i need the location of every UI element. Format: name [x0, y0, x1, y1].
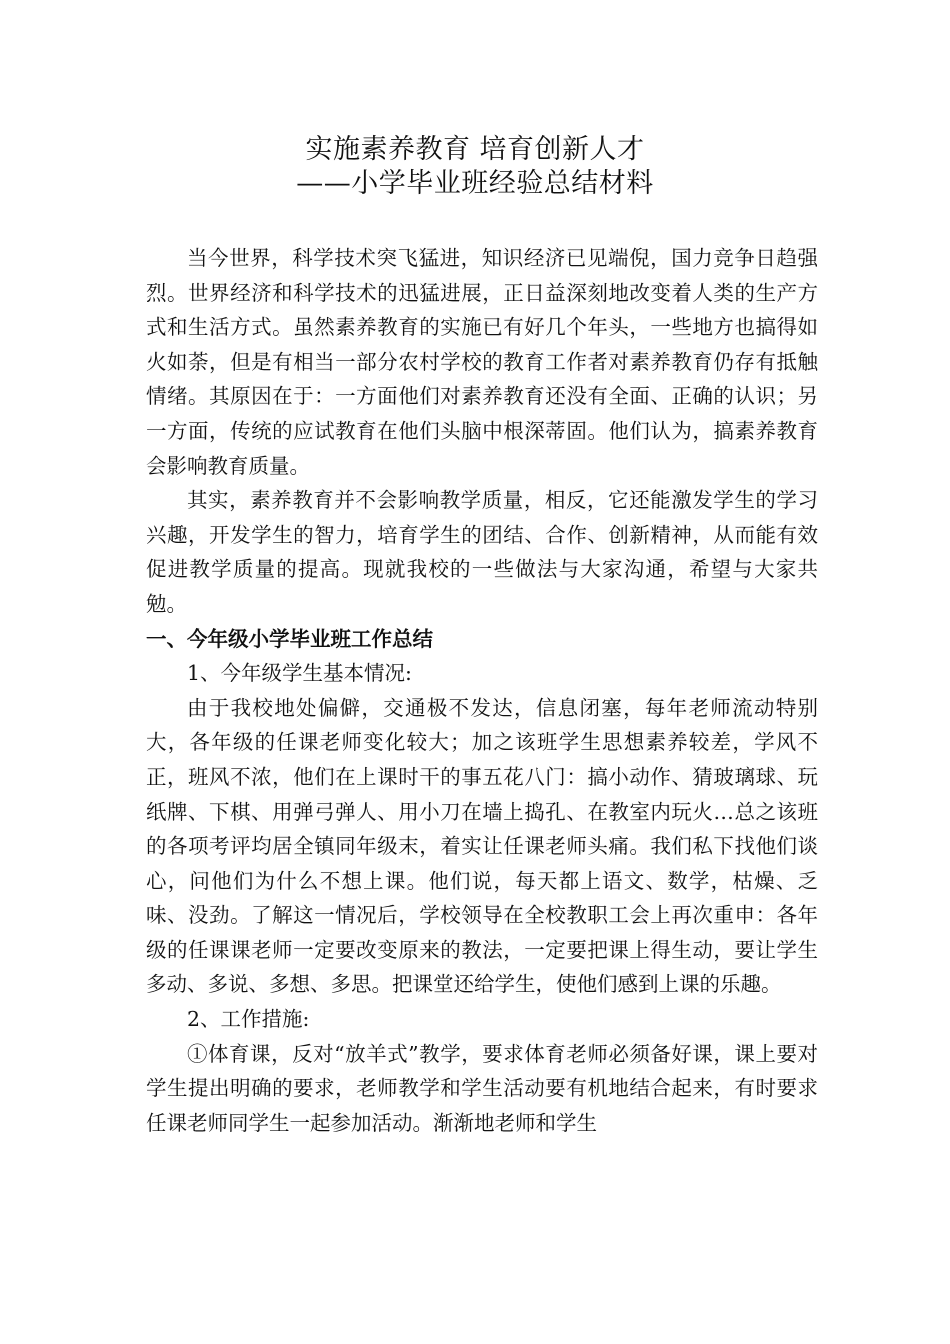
paragraph-2: 其实，素养教育并不会影响教学质量，相反，它还能激发学生的学习兴趣，开发学生的智力，培育学生的团结、合作、创新精神，从而能有效促进教学质量的提高。现就我校的一些做法与大家沟通，希望与大家共勉。	[146, 488, 818, 616]
document-body	[146, 241, 818, 1140]
paragraph-4: ①体育课，反对“放羊式”教学，要求体育老师必须备好课，课上要对学生提出明确的要求，老师教学和学生活动要有机地结合起来，有时要求任课老师同学生一起参加活动。渐渐地老师和学生	[146, 1041, 818, 1135]
paragraph-intro: 当今世界，科学技术突飞猛进，知识经济已见端倪，国力竞争日趋强烈。世界经济和科学技术的迅猛进展，正日益深刻地改变着人类的生产方式和生活方式。虽然素养教育的实施已有好几个年头，一些地方也搞得如火如荼，但是有相当一部分农村学校的教育工作者对素养教育仍存有抵触情绪。其原因在于：一方面他们对素养教育还没有全面、正确的认识；另一方面，传统的应试教育在他们头脑中根深蒂固。他们认为，搞素养教育会影响教育质量。	[146, 246, 818, 478]
section-heading: 一、今年级小学毕业班工作总结	[146, 626, 433, 651]
document-title: 实施素养教育 培育创新人才	[305, 134, 645, 165]
subsection-heading-2: 2、工作措施:	[187, 1007, 310, 1032]
paragraph-3: 由于我校地处偏僻，交通极不发达，信息闭塞，每年老师流动特别大，各年级的任课老师变化较大；加之该班学生思想素养较差，学风不正，班风不浓，他们在上课时干的事五花八门：搞小动作、猜玻璃球、玩纸牌、下棋、用弹弓弹人、用小刀在墙上捣孔、在教室内玩火…总之该班的各项考评均居全镇同年级末，着实让任课老师头痛。我们私下找他们谈心，问他们为什么不想上课。他们说，每天都上语文、数学，枯燥、乏味、没劲。了解这一情况后，学校领导在全校教职工会上再次重申：各年级的任课课老师一定要改变原来的教法，一定要把课上得生动，要让学生多动、多说、多想、多思。把课堂还给学生，使他们感到上课的乐趣。	[146, 695, 818, 997]
subsection-heading-1: 1、今年级学生基本情况:	[187, 661, 412, 686]
document-subtitle: ——小学毕业班经验总结材料	[296, 168, 654, 199]
